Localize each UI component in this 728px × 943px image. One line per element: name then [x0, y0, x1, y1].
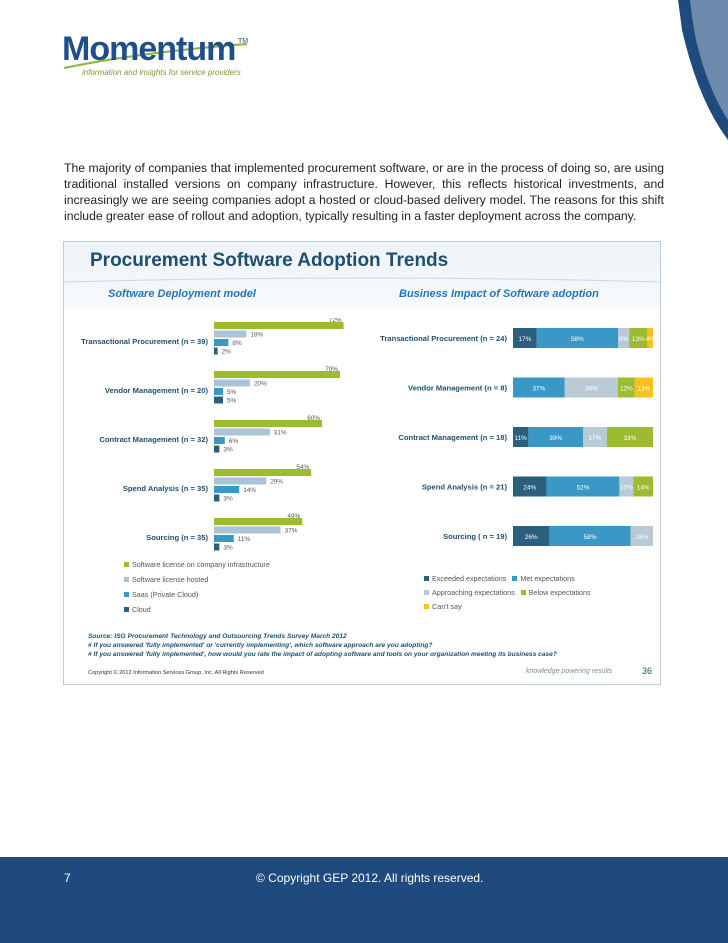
legend-swatch	[124, 562, 129, 567]
data-label: 72%	[328, 318, 342, 324]
legend-label: Software license hosted	[132, 575, 209, 584]
bar	[214, 495, 219, 502]
legend-swatch	[124, 607, 129, 612]
data-label: 31%	[273, 429, 287, 437]
bar	[214, 478, 266, 485]
category-label: Spend Analysis (n = 35)	[122, 484, 208, 493]
bar	[214, 397, 223, 404]
category-label: Transactional Procurement (n = 39)	[81, 337, 208, 346]
category-label: Vendor Management (n = 8)	[408, 383, 507, 393]
legend-label: Saas (Private Cloud)	[132, 590, 199, 599]
legend-item	[424, 574, 506, 588]
segment-label: 17%	[588, 435, 602, 442]
bar	[214, 429, 270, 436]
bar	[214, 380, 250, 387]
data-label: 70%	[325, 366, 338, 373]
segment-label: 58%	[583, 534, 597, 541]
legend-swatch	[124, 592, 129, 597]
segment-label: 39%	[549, 435, 563, 442]
page-number: 7	[64, 871, 71, 885]
data-label: 5%	[227, 389, 237, 396]
data-label: 20%	[254, 380, 267, 388]
legend-label: Exceeded expectations	[432, 574, 507, 583]
legend-swatch	[424, 576, 429, 581]
legend-label: Below expectations	[528, 588, 591, 597]
segment-label: 33%	[623, 435, 637, 442]
segment-label: 52%	[576, 484, 590, 492]
data-label: 6%	[228, 438, 239, 445]
data-label: 11%	[237, 536, 251, 543]
legend-item	[124, 560, 270, 575]
segment-label: 10%	[620, 484, 633, 492]
category-label: Transactional Procurement (n = 24)	[380, 334, 507, 343]
data-label: 37%	[284, 527, 298, 535]
intro-paragraph: The majority of companies that implemented procurement software, or are in the process of doing so, are using traditional installed versions on company infrastructure. However, this reflects historical investments, and increasingly we are seeing companies adopt a hosted or cloud-based delivery model. The reasons for this shift include greater ease of rollout and adoption, typically resulting in a faster deployment across the company.	[64, 161, 664, 223]
legend-label: Approaching expectations	[432, 588, 515, 597]
deployment-legend	[124, 560, 270, 620]
data-label: 8%	[232, 340, 242, 347]
legend-label: Cloud	[132, 605, 151, 614]
impact-legend	[424, 574, 624, 616]
momentum-logo	[62, 30, 252, 80]
slide-copyright: Copyright © 2012 Information Services Group, Inc. All Rights Reserved	[88, 670, 264, 676]
category-label: Sourcing ( n = 19)	[443, 532, 507, 541]
slide-title: Procurement Software Adoption Trends	[90, 250, 449, 271]
bar	[214, 388, 223, 395]
legend-item	[512, 574, 574, 588]
data-label: 29%	[270, 478, 283, 486]
segment-label: 58%	[571, 336, 584, 343]
bar	[214, 339, 228, 346]
legend-swatch	[124, 577, 129, 582]
deployment-model-chart	[64, 318, 364, 558]
bar	[214, 437, 225, 444]
right-chart-heading: Business Impact of Software adoption	[399, 288, 599, 300]
legend-swatch	[424, 604, 429, 609]
legend-label: Can't say	[432, 602, 462, 611]
bar	[214, 348, 218, 355]
bar	[214, 322, 344, 329]
legend-item	[521, 588, 591, 602]
data-label: 60%	[307, 415, 320, 422]
slide-number: 36	[642, 666, 653, 676]
left-chart-heading: Software Deployment model	[108, 288, 256, 300]
data-label: 54%	[296, 464, 310, 471]
segment-label: 8%	[618, 336, 629, 343]
data-label: 49%	[287, 513, 301, 520]
note-source: Source: ISG Procurement Technology and Outsourcing Trends Survey March 2012	[88, 633, 347, 640]
slide-notes	[88, 632, 557, 659]
footer-copyright: © Copyright GEP 2012. All rights reserved.	[256, 871, 484, 885]
segment-label: 16%	[635, 534, 649, 541]
bar	[214, 331, 246, 338]
bar	[214, 486, 239, 493]
category-label: Vendor Management (n = 20)	[104, 386, 208, 395]
data-label: 3%	[223, 495, 233, 503]
segment-label: 13%	[631, 336, 645, 343]
segment-label: 11%	[514, 435, 527, 442]
data-label: 18%	[250, 331, 264, 339]
data-label: 14%	[243, 487, 256, 494]
page-footer	[0, 857, 728, 943]
legend-item	[124, 605, 270, 620]
logo-wordmark: Momentum	[62, 30, 236, 68]
segment-label: 12%	[620, 385, 633, 393]
logo-tagline: information and insights for service providers	[82, 68, 241, 77]
segment-label: 17%	[518, 336, 532, 343]
bar	[214, 371, 340, 378]
legend-item	[124, 590, 270, 605]
legend-label: Met expectations	[520, 574, 575, 583]
category-label: Sourcing (n = 35)	[146, 533, 208, 542]
legend-label: Software license on company infrastructure	[132, 560, 270, 569]
note-question-1: # If you answered 'fully implemented' or 'currently implementing', which software approach are you adopting?	[88, 642, 433, 649]
bar	[214, 535, 234, 542]
segment-label: 26%	[524, 534, 538, 541]
segment-label: 14%	[636, 484, 650, 492]
category-label: Contract Management (n = 32)	[99, 435, 208, 444]
segment-label: 13%	[637, 385, 651, 393]
isg-tagline: knowledge powering results	[526, 668, 613, 675]
corner-decoration	[678, 0, 728, 140]
data-label: 3%	[223, 544, 233, 552]
category-label: Contract Management (n = 18)	[398, 433, 507, 442]
data-label: 5%	[227, 397, 237, 405]
bar	[214, 420, 322, 427]
data-label: 2%	[221, 348, 231, 356]
segment-label: 24%	[523, 484, 537, 492]
segment-label: 37%	[532, 385, 546, 393]
legend-item	[124, 575, 270, 590]
bar	[214, 446, 219, 453]
bar	[214, 527, 281, 534]
legend-swatch	[521, 590, 526, 595]
data-label: 3%	[223, 446, 233, 454]
legend-item	[424, 602, 462, 616]
legend-swatch	[512, 576, 517, 581]
segment-label: 4%	[645, 336, 655, 343]
slide-panel	[63, 241, 661, 685]
category-label: Spend Analysis (n = 21)	[421, 482, 507, 492]
bar	[214, 544, 219, 551]
business-impact-chart	[364, 318, 660, 558]
note-question-2: # If you answered 'fully implemented', how would you rate the impact of adopting software and tools on your organization meeting its business case?	[88, 651, 557, 658]
legend-item	[424, 588, 515, 602]
segment-label: 38%	[585, 385, 598, 393]
band-divider	[64, 276, 662, 286]
logo-trademark: TM	[238, 38, 249, 45]
legend-swatch	[424, 590, 429, 595]
